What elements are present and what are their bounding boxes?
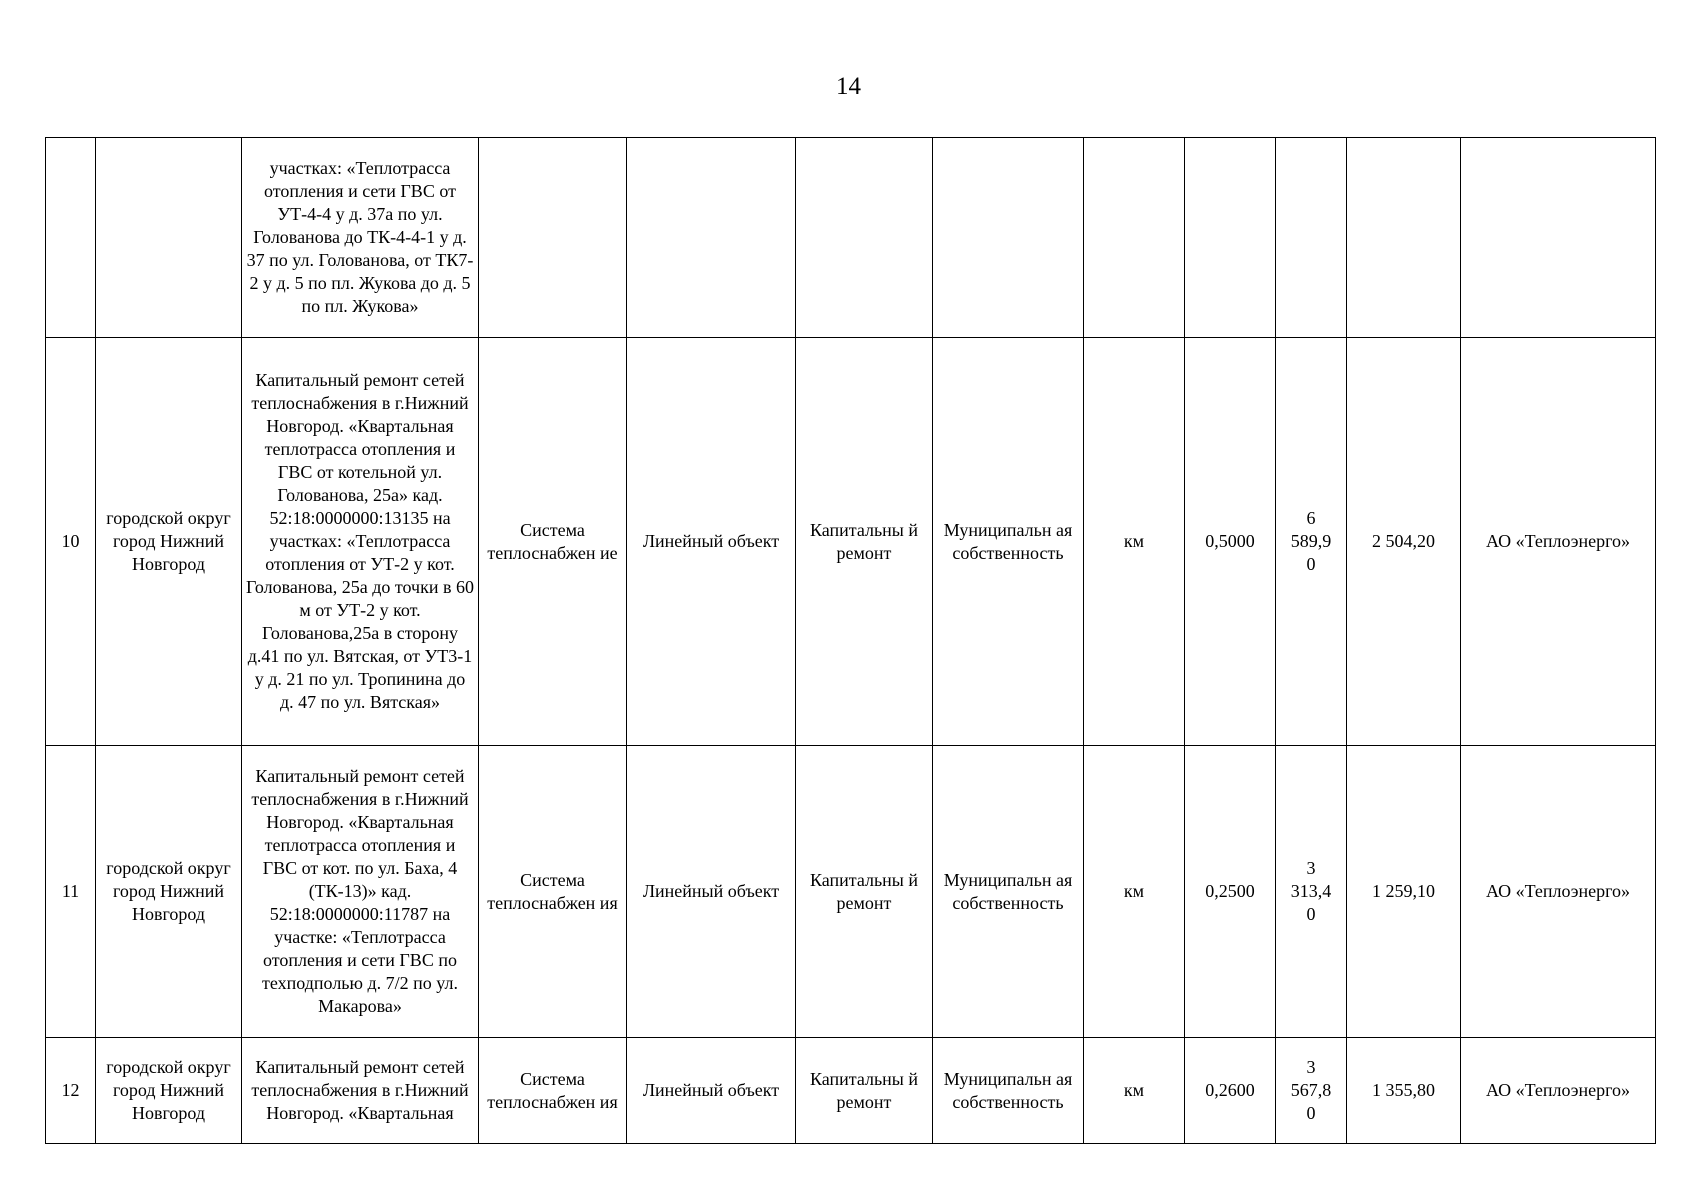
cell-system: Система теплоснабжен ия bbox=[479, 746, 627, 1038]
cell-ownership: Муниципальн ая собственность bbox=[933, 1038, 1084, 1144]
cell-cost bbox=[1276, 138, 1347, 338]
cell-quantity: 0,2600 bbox=[1185, 1038, 1276, 1144]
table-row bbox=[46, 138, 1656, 338]
cell-system: Система теплоснабжен ие bbox=[479, 338, 627, 746]
cell-object-type: Линейный объект bbox=[627, 1038, 796, 1144]
cell-total bbox=[1347, 138, 1461, 338]
cell-unit bbox=[1084, 138, 1185, 338]
cost-line: 313,4 bbox=[1290, 881, 1332, 901]
cell-system bbox=[479, 138, 627, 338]
cell-work-type: Капитальны й ремонт bbox=[796, 1038, 933, 1144]
table-row bbox=[46, 338, 1656, 746]
cell-num bbox=[46, 138, 96, 338]
cost-line: 3 bbox=[1306, 858, 1316, 878]
cell-total: 2 504,20 bbox=[1347, 338, 1461, 746]
cell-organization: АО «Теплоэнерго» bbox=[1461, 1038, 1656, 1144]
table-row bbox=[46, 746, 1656, 1038]
cell-total: 1 355,80 bbox=[1347, 1038, 1461, 1144]
cell-cost bbox=[1276, 338, 1347, 746]
cell-ownership: Муниципальн ая собственность bbox=[933, 338, 1084, 746]
cell-organization bbox=[1461, 138, 1656, 338]
cost-line: 0 bbox=[1306, 1103, 1316, 1123]
cell-territory: городской округ город Нижний Новгород bbox=[96, 746, 242, 1038]
cell-object-type: Линейный объект bbox=[627, 338, 796, 746]
cost-line: 589,9 bbox=[1290, 531, 1332, 551]
table-row bbox=[46, 1038, 1656, 1144]
cell-description: Капитальный ремонт сетей теплоснабжения в г.Нижний Новгород. «Квартальная теплотрасса отопления и ГВС от кот. по ул. Баха, 4 (ТК-13)» кад. 52:18:0000000:11787 на участке: «Теплотрасса отопления и сети ГВС по техподполью д. 7/2 по ул. Макарова» bbox=[242, 746, 479, 1038]
cell-unit: км bbox=[1084, 746, 1185, 1038]
cell-system: Система теплоснабжен ия bbox=[479, 1038, 627, 1144]
cost-line: 6 bbox=[1306, 508, 1316, 528]
cell-quantity: 0,5000 bbox=[1185, 338, 1276, 746]
cost-line: 567,8 bbox=[1290, 1080, 1332, 1100]
cell-num: 12 bbox=[46, 1038, 96, 1144]
cell-object-type: Линейный объект bbox=[627, 746, 796, 1038]
cell-work-type: Капитальны й ремонт bbox=[796, 338, 933, 746]
cell-object-type bbox=[627, 138, 796, 338]
cell-ownership bbox=[933, 138, 1084, 338]
cell-unit: км bbox=[1084, 338, 1185, 746]
cell-work-type bbox=[796, 138, 933, 338]
cell-organization: АО «Теплоэнерго» bbox=[1461, 338, 1656, 746]
cell-num: 11 bbox=[46, 746, 96, 1038]
cell-description: Капитальный ремонт сетей теплоснабжения в г.Нижний Новгород. «Квартальная теплотрасса отопления и ГВС от котельной ул. Голованова, 25а» кад. 52:18:0000000:13135 на участках: «Теплотрасса отопления от УТ-2 у кот. Голованова, 25а до точки в 60 м от УТ-2 у кот. Голованова,25а в сторону д.41 по ул. Вятская, от УТ3-1 у д. 21 по ул. Тропинина до д. 47 по ул. Вятская» bbox=[242, 338, 479, 746]
cost-line: 0 bbox=[1306, 554, 1316, 574]
cell-quantity bbox=[1185, 138, 1276, 338]
cell-territory: городской округ город Нижний Новгород bbox=[96, 1038, 242, 1144]
cell-description: участках: «Теплотрасса отопления и сети ГВС от УТ-4-4 у д. 37а по ул. Голованова до ТК-4-4-1 у д. 37 по ул. Голованова, от ТК7-2 у д. 5 по пл. Жукова до д. 5 по пл. Жукова» bbox=[242, 138, 479, 338]
cell-unit: км bbox=[1084, 1038, 1185, 1144]
cost-line: 3 bbox=[1306, 1057, 1316, 1077]
projects-table bbox=[45, 137, 1656, 1144]
cell-ownership: Муниципальн ая собственность bbox=[933, 746, 1084, 1038]
cell-quantity: 0,2500 bbox=[1185, 746, 1276, 1038]
cell-work-type: Капитальны й ремонт bbox=[796, 746, 933, 1038]
cell-total: 1 259,10 bbox=[1347, 746, 1461, 1038]
cell-territory: городской округ город Нижний Новгород bbox=[96, 338, 242, 746]
cell-cost bbox=[1276, 746, 1347, 1038]
cell-organization: АО «Теплоэнерго» bbox=[1461, 746, 1656, 1038]
cell-description: Капитальный ремонт сетей теплоснабжения в г.Нижний Новгород. «Квартальная bbox=[242, 1038, 479, 1144]
cell-num: 10 bbox=[46, 338, 96, 746]
page-number: 14 bbox=[836, 73, 861, 100]
cost-line: 0 bbox=[1306, 904, 1316, 924]
cell-territory bbox=[96, 138, 242, 338]
cell-cost bbox=[1276, 1038, 1347, 1144]
